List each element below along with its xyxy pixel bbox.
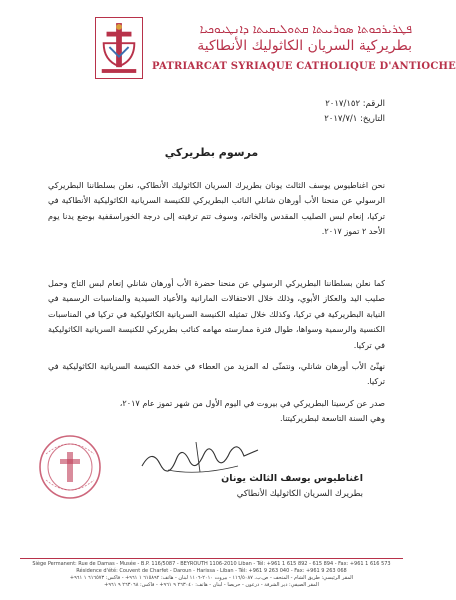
- header-french-name: PATRIARCAT SYRIAQUE CATHOLIQUE D'ANTIOCHE: [152, 61, 456, 72]
- reference-number: الرقم: ٢٠١٧/١٥٢: [325, 99, 385, 109]
- paragraph-announcement: نحن اغناطيوس يوسف الثالث يونان بطريرك السريان الكاثوليك الأنطاكي، نعلن بسلطاننا البطريركي الرسولي عن منحنا الأب أورهان شانلي النائب البطريركي للكنيسة السريانية الكاثوليكية الأنطاكية في تركيا، إنعام لبس الصليب المقدس والخاتم، وسوف تتم ترقيته إلى درجة الخوراسقفية بوضع يدنا يوم الأحد ٢ تموز ٢٠١٧.: [48, 180, 385, 237]
- footer-address-arabic: المقر الرئيسي: طريق الشام - المتحف - ص.ب. ١١٦/٥٠٨٧ - بيروت ٢٠١٠-١١٠٦ لبنان - هاتف: ٦١٥٨٩٢ ١ ٩٦١+ - فاكس: ٦١٦٥٧٣ ١ ٩٦١+: [69, 575, 354, 581]
- header-arabic-name: بطريركية السريان الكاثوليك الأنطاكية: [197, 38, 412, 54]
- footer-address-french: Siège Permanent: Rue de Damas - Musée - B.P. 116/5087 - BEYROUTH 1106-2010 Liban - Tél: +961 1 615 892 - 615 894 - Fax: +961 1 616 573: [32, 561, 391, 567]
- header-syriac-name: ܦܛܪܝܪܟܘܬܐ ܣܘܪܝܝܬܐ ܩܬܘܠܝܩܝܬܐ ܕܐܢܛܝܘܟܝܐ: [199, 22, 412, 36]
- decree-title: مرسوم بطريركي: [164, 146, 259, 159]
- patriarchate-logo: [95, 17, 143, 79]
- paragraph-year: وهي السنة التاسعة لبطريركيتنا.: [280, 413, 385, 423]
- reference-date: التاريخ: ٢٠١٧/٧/١: [324, 114, 385, 124]
- footer-summer-residence-arabic: المقر الصيفي: دير الشرفة - درعون - حريصا - لبنان - هاتف: ٢٦٣٠٤٠ ٩ ٩٦١+ - فاكس: ٢٦٣٠٦٨ ٩ ٩٦١+: [104, 582, 319, 588]
- paragraph-issued: صدر عن كرسينا البطريركي في بيروت في اليوم الأول من شهر تموز عام ٢٠١٧،: [119, 398, 385, 408]
- paragraph-congratulations: نهنّئ الأب أورهان شانلي، ونتمنّى له المزيد من العطاء في خدمة الكنيسة السريانية الكاثوليكية في تركيا.: [48, 361, 385, 387]
- signer-title: بطريرك السريان الكاثوليك الأنطاكي: [236, 489, 363, 499]
- signer-name: اغناطيوس يوسف الثالث يونان: [221, 473, 363, 484]
- footer-divider: [20, 558, 403, 559]
- footer-summer-residence-french: Résidence d'été: Couvent de Charfet - Daroun - Harissa - Liban - Tél: +961 9 263 040 - Fax: +961 9 263 068: [76, 568, 347, 574]
- official-seal-stamp: [36, 432, 104, 502]
- crest-icon: [96, 18, 142, 78]
- paragraph-privileges: كما نعلن بسلطاننا البطريركي الرسولي عن منحنا حضرة الأب أورهان شانلي إنعام لبس التاج وحمل صليب اليد والعكاز الأبوي، وذلك خلال الاحتفالات المارانية والأعياد السيدية والمناسبات الرسمية في النيابة البطريركية في تركيا، وكذلك خلال تمثيله الكنيسة السريانية الكاثوليكية في تركيا في المناسبات الكنسية والرسمية وسواها، طوال فترة ممارسته مهامه كنائب بطريركي للكنيسة السريانية الكاثوليكية في تركيا.: [48, 278, 385, 350]
